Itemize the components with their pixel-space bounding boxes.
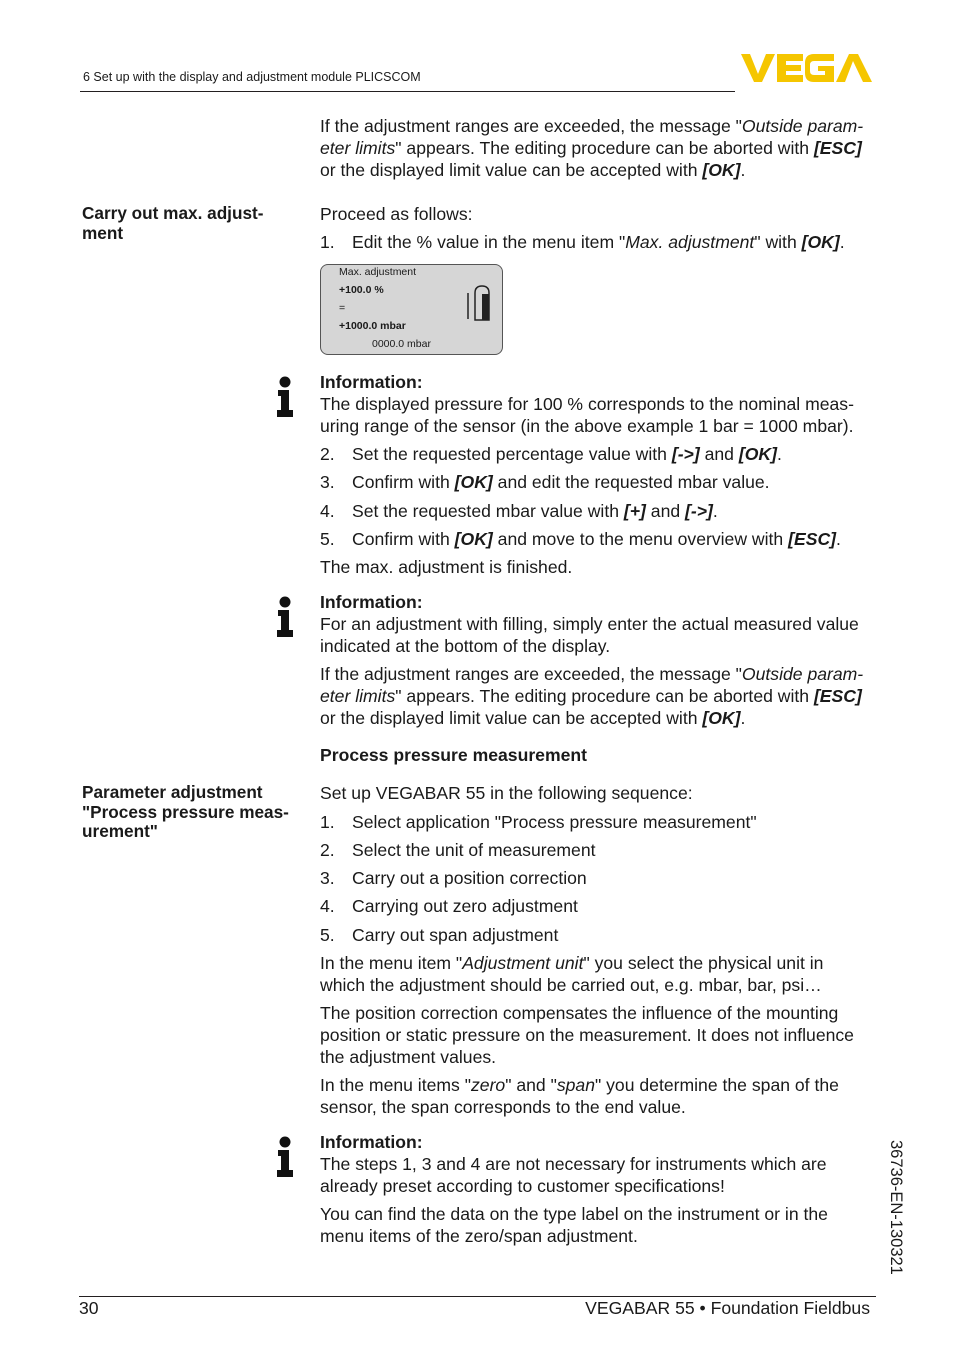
lcd-percent: +100.0 % xyxy=(339,284,384,296)
info-icon xyxy=(274,596,296,638)
info-icon xyxy=(274,1136,296,1178)
document-code: 36736-EN-130321 xyxy=(887,1140,905,1275)
position-paragraph: The position correction compensates the influence of the mounting position or static pressure on the measurement. It does not influence the adjustment values. xyxy=(320,1003,854,1067)
page-number: 30 xyxy=(79,1298,99,1318)
lcd-equals: = xyxy=(339,302,346,314)
side-heading-max-adjust: Carry out max. adjust- ment xyxy=(82,203,264,243)
intro-paragraph: If the adjustment ranges are exceeded, the message "Outside param- eter limits" appears. The editing procedure can be aborted with [ESC] or the displayed limit value can be accepted with [OK]. xyxy=(320,116,864,180)
section-heading: Process pressure measurement xyxy=(320,745,587,765)
finished-text: The max. adjustment is finished. xyxy=(320,557,573,577)
info-block-1: Information: The displayed pressure for 100 % corresponds to the nominal meas- uring range of the sensor (in the above example 1 bar = 1000 mbar). xyxy=(320,372,854,436)
type-label-paragraph: You can find the data on the type label on the instrument or in the menu items of the zero/span adjustment. xyxy=(320,1204,828,1246)
info-icon xyxy=(274,376,296,418)
tank-icon xyxy=(467,283,495,323)
info-block-3: Information: The steps 1, 3 and 4 are not necessary for instruments which are already preset according to customer specifications! xyxy=(320,1132,827,1196)
lcd-actual-value: 0000.0 mbar xyxy=(372,338,431,350)
footer-title: VEGABAR 55 • Foundation Fieldbus xyxy=(585,1298,870,1318)
side-heading-parameter-adjustment: Parameter adjustment "Process pressure meas- urement" xyxy=(82,782,289,841)
lcd-display xyxy=(320,264,503,355)
lcd-pressure: +1000.0 mbar xyxy=(339,320,406,332)
limits-paragraph: If the adjustment ranges are exceeded, the message "Outside param- eter limits" appears. The editing procedure can be aborted with [ESC] or the displayed limit value can be accepted with [OK]. xyxy=(320,664,864,728)
info-block-2: Information: For an adjustment with filling, simply enter the actual measured value indicated at the bottom of the display. xyxy=(320,592,859,656)
footer-rule xyxy=(79,1296,876,1297)
unit-paragraph: In the menu item "Adjustment unit" you select the physical unit in which the adjustment should be carried out, e.g. mbar, bar, psi… xyxy=(320,953,824,995)
lcd-title: Max. adjustment xyxy=(339,266,417,278)
running-header: 6 Set up with the display and adjustment module PLICSCOM xyxy=(83,70,421,84)
proceed-text: Proceed as follows: xyxy=(320,204,473,224)
zero-span-paragraph: In the menu items "zero" and "span" you determine the span of the sensor, the span corresponds to the end value. xyxy=(320,1075,839,1117)
header-rule xyxy=(80,91,735,92)
vega-logo xyxy=(741,52,873,84)
sequence-intro: Set up VEGABAR 55 in the following sequence: xyxy=(320,783,693,803)
